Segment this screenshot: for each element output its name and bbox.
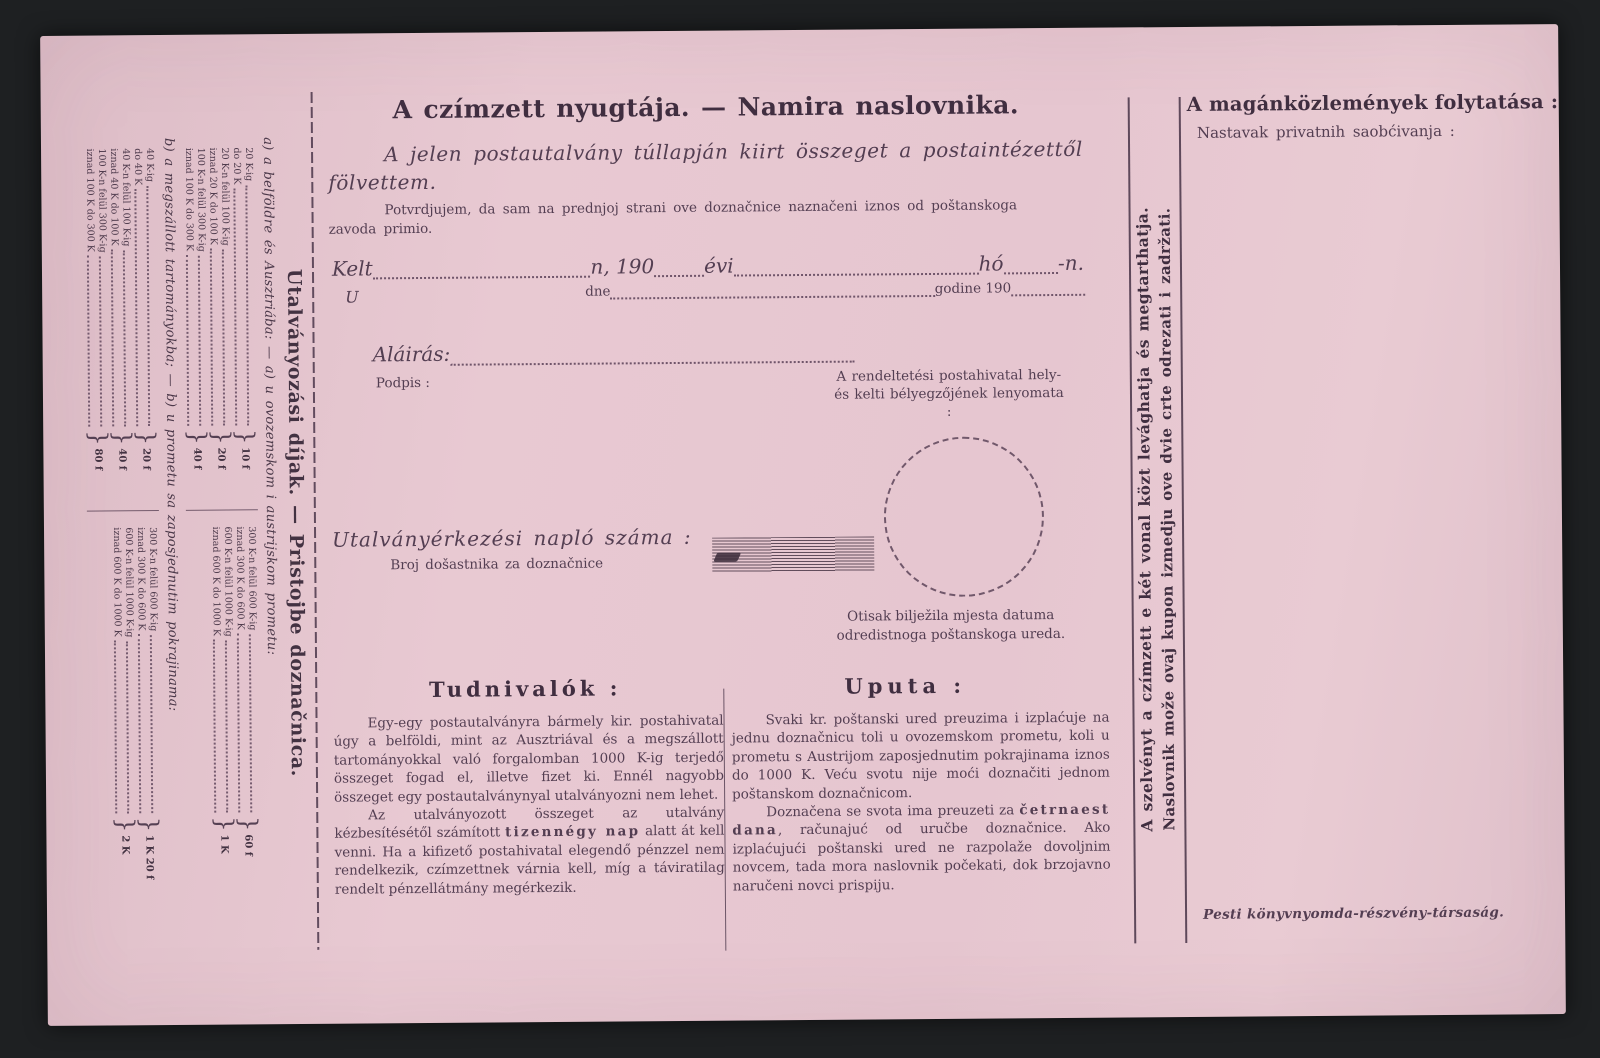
- brace-glyph: [135, 430, 157, 445]
- dotted-leader: [213, 640, 224, 812]
- journal-number-label-hr: Broj došastnika za doznačnice: [390, 555, 604, 574]
- dotted-leader: [138, 634, 149, 813]
- fee-range-hr: do 20 K: [231, 147, 243, 185]
- fee-row-pair: [207, 147, 234, 499]
- fee-range-hu: 100 K-n felül 300 K-ig: [96, 148, 108, 253]
- year-blank-field: [654, 265, 704, 277]
- brace-glyph: [186, 429, 208, 444]
- dotted-leader: [222, 250, 233, 426]
- fee-range-hr: iznad 20 K do 100 K: [207, 147, 219, 245]
- dotted-leader: [99, 257, 110, 427]
- fee-range-hu: 300 K-n felül 600 K-ig: [146, 527, 159, 632]
- stamp-caption-hu: A rendeltetési postahivatal hely- és kelti bélyegzőjének lenyomata :: [834, 366, 1064, 420]
- fee-row-pair: [111, 527, 138, 887]
- notes-hr-p2-post: , računajuć od uručbe doznačnice. Ako izplaćujući poštanski ured ne razpolaže dovoljnim novcem, tada mora naslovnik počekati, dok brzojavno naručeni novci prispiju.: [732, 820, 1111, 895]
- fee-section-b-header: b) a megszállott tartományokba; — b) u prometu sa zaposjednutim pokrajinama:: [160, 137, 181, 712]
- fee-table-title: Utalványozási díjak. — Pristojbe doznačnica.: [282, 268, 309, 778]
- left-cut-line: [311, 92, 320, 950]
- fee-range-hu: 600 K-n felül 1000 K-ig: [221, 526, 234, 637]
- fee-range-hr: iznad 100 K do 300 K: [84, 148, 96, 252]
- fee-range-hu: 600 K-n felül 1000 K-ig: [122, 527, 135, 638]
- receipt-statement-hr: Potvrdjujem, da sam na prednjoj strani ove doznačnice naznačeni iznos od poštanskoga zavoda primio.: [328, 197, 1018, 238]
- fee-row-pair: [234, 526, 261, 886]
- dne-label: dne: [585, 283, 611, 300]
- fee-range-hr: iznad 300 K do 600 K: [134, 527, 147, 631]
- fee-amount: 40 f: [191, 447, 204, 470]
- fee-range-hr: iznad 600 K do 1000 K: [209, 526, 222, 636]
- fee-amount: 60 f: [242, 834, 255, 857]
- notes-heading-hu: Tudnivalók :: [429, 675, 622, 702]
- dotted-leader: [237, 634, 248, 813]
- date-line-hu: [332, 252, 1084, 280]
- month-blank-field: [734, 263, 979, 277]
- notes-hr-p2-emphasis: četrnaest dana: [732, 801, 1111, 840]
- notes-hr-p2-pre: Doznačena se svota ima preuzeti za: [766, 802, 1020, 821]
- notes-hu-p2-emphasis: tizennégy nap: [505, 823, 641, 841]
- fee-row-pair: [135, 527, 162, 887]
- fee-range-hu: 300 K-n felül 600 K-ig: [245, 526, 258, 631]
- fee-range-hr: iznad 40 K do 100 K: [108, 148, 120, 246]
- fee-row-pair: [183, 148, 210, 500]
- fee-range-hu: 100 K-n felül 300 K-ig: [195, 147, 207, 252]
- private-messages-label-hu: A magánközlemények folytatása :: [1186, 90, 1559, 116]
- brace-glyph: [237, 816, 259, 831]
- dotted-leader: [150, 635, 161, 813]
- dotted-leader: [198, 256, 209, 426]
- dotted-leader: [146, 186, 158, 426]
- dotted-leader: [186, 255, 197, 426]
- godine-label: godine 190: [934, 280, 1012, 297]
- dotted-leader: [249, 634, 260, 812]
- fee-amount: 1 K: [218, 834, 231, 854]
- notes-hr-paragraph-1: Svaki kr. poštanski ured preuzima i izplaćuje na jednu doznačnicu toli u ovozemskom prometu, koli u prometu s Austrijom zaposjednutim pokrajinama iznos do 1000 K. Veću svotu nije moći doznačiti jednom poštanskom doznačnicom.: [731, 709, 1111, 803]
- signature-label-hu: Aláirás:: [372, 341, 451, 367]
- place-blank-field: [373, 266, 591, 280]
- fee-amount: 1 K 20 f: [143, 835, 156, 880]
- dotted-leader: [87, 256, 98, 427]
- brace-glyph: [87, 430, 109, 445]
- fee-range-hr: iznad 100 K do 300 K: [183, 147, 195, 252]
- fee-amount: 80 f: [92, 448, 105, 471]
- brace-glyph: [234, 429, 256, 444]
- fee-amount: 10 f: [239, 447, 252, 470]
- dotted-leader: [210, 249, 221, 426]
- fee-row-pair: [231, 147, 258, 499]
- notes-hu-p2-pre: Az utalványozott összeget az utalvány kézbesítésétől számított: [334, 804, 725, 843]
- fee-section-b: [84, 90, 163, 959]
- notes-body-hu: [333, 712, 724, 899]
- stamp-caption-hr: Otisak bilježila mjesta datuma odredistnoga poštanskoga ureda.: [836, 607, 1066, 644]
- fee-range-hr: do 40 K: [132, 148, 144, 186]
- dotted-leader: [233, 188, 245, 425]
- fee-section-a-header: a) a belföldre és Ausztriába: — a) u ovozemskom i austrijskom prometu:: [259, 137, 280, 656]
- fee-range-hr: iznad 300 K do 600 K: [233, 526, 246, 630]
- fee-range-hr: iznad 600 K do 1000 K: [110, 527, 123, 637]
- printer-imprint: Pesti könyvnyomda-részvény-társaság.: [1203, 904, 1505, 923]
- fee-range-hu: 20 K-ig: [243, 147, 255, 182]
- fee-table-rotated: [54, 89, 313, 959]
- date-line-hr: [585, 280, 1085, 300]
- fee-row-pair: [108, 148, 135, 500]
- cut-strip-text-hu: A szelvényt a czímzett e két vonal közt levághatja és megtarthatja.: [1132, 206, 1157, 832]
- postmark-circle: [883, 436, 1044, 597]
- cut-strip-text-hr: Naslovnik može ovaj kupon izmedju ove dvie crte odrezati i zadržati.: [1155, 207, 1179, 831]
- dotted-leader: [225, 641, 236, 813]
- journal-number-ruled-box: [712, 536, 874, 572]
- brace-glyph: [213, 816, 235, 831]
- fee-row-pair: [210, 526, 237, 886]
- signature-blank-field: [450, 351, 854, 366]
- day-blank-field: [1004, 262, 1059, 274]
- day-blank-field-hr: [610, 285, 934, 300]
- kelt-label: Kelt: [331, 256, 373, 281]
- fee-range-hu: 40 K-n felül 100 K-ig: [120, 148, 132, 247]
- fee-row-pair: [84, 148, 111, 500]
- fee-amount: 2 K: [119, 835, 132, 855]
- fee-amount: 40 f: [116, 448, 129, 471]
- fee-amount: 20 f: [215, 447, 228, 470]
- dotted-leader: [134, 189, 146, 426]
- notes-body-hr: [731, 709, 1110, 896]
- fee-section-a: [183, 89, 262, 958]
- dotted-leader: [111, 250, 122, 427]
- private-messages-label-hr: Nastavak privatnih saobćivanja :: [1196, 121, 1455, 142]
- fee-range-hu: 40 K-ig: [144, 148, 156, 183]
- fee-range-hu: 20 K-n felül 100 K-ig: [219, 147, 231, 246]
- n190-label: n, 190: [590, 254, 655, 279]
- evi-label: évi: [704, 253, 734, 278]
- journal-number-label-hu: Utalványérkezési napló száma :: [332, 524, 692, 552]
- u-label: U: [345, 287, 359, 307]
- dotted-leader: [245, 185, 257, 425]
- brace-glyph: [114, 817, 136, 832]
- receipt-title: A czímzett nyugtája. — Namira naslovnika.: [392, 90, 1019, 125]
- dotted-leader: [114, 641, 125, 813]
- brace-glyph: [210, 429, 232, 444]
- brace-glyph: [111, 430, 133, 445]
- fee-amount: 20 f: [140, 448, 153, 470]
- notes-heading-hr: Uputa :: [844, 672, 967, 699]
- dotted-leader: [126, 641, 137, 813]
- signature-label-hr: Podpis :: [375, 374, 430, 392]
- notes-hr-paragraph-2: [732, 801, 1111, 896]
- receipt-statement-hu: A jelen postautalvány túllapján kiirt összeget a postaintézettől fölvettem.: [328, 136, 1083, 195]
- year-blank-field-hr: [1011, 284, 1085, 297]
- ho-label: hó: [978, 251, 1004, 276]
- signature-line: [373, 340, 855, 367]
- cut-strip-rotated: [1130, 93, 1185, 945]
- brace-glyph: [138, 817, 160, 832]
- n-suffix-label: -n.: [1057, 250, 1085, 275]
- notes-hu-paragraph-2: [334, 804, 725, 899]
- dotted-leader: [123, 250, 134, 426]
- notes-hu-paragraph-1: Egy-egy postautalványra bármely kir. postahivatal úgy a belföldi, mint az Ausztriával és a megszállott tartományokkal való forgalomban 1000 K-ig terjedő összeget fogad el, illetve fizet ki. Ennél nagyobb összeget egy postautalványnyal utalványozni nem lehet.: [333, 712, 725, 806]
- notes-hu-p2-post: alatt át kell venni. Ha a kifizető postahivatal elegendő pénzzel nem rendelkezik, czímzettnek várnia kell, míg a táviratilag rendelt pénzellátmány megérkezik.: [334, 823, 725, 898]
- postal-form-paper: [40, 24, 1566, 1026]
- fee-row-pair: [132, 148, 159, 500]
